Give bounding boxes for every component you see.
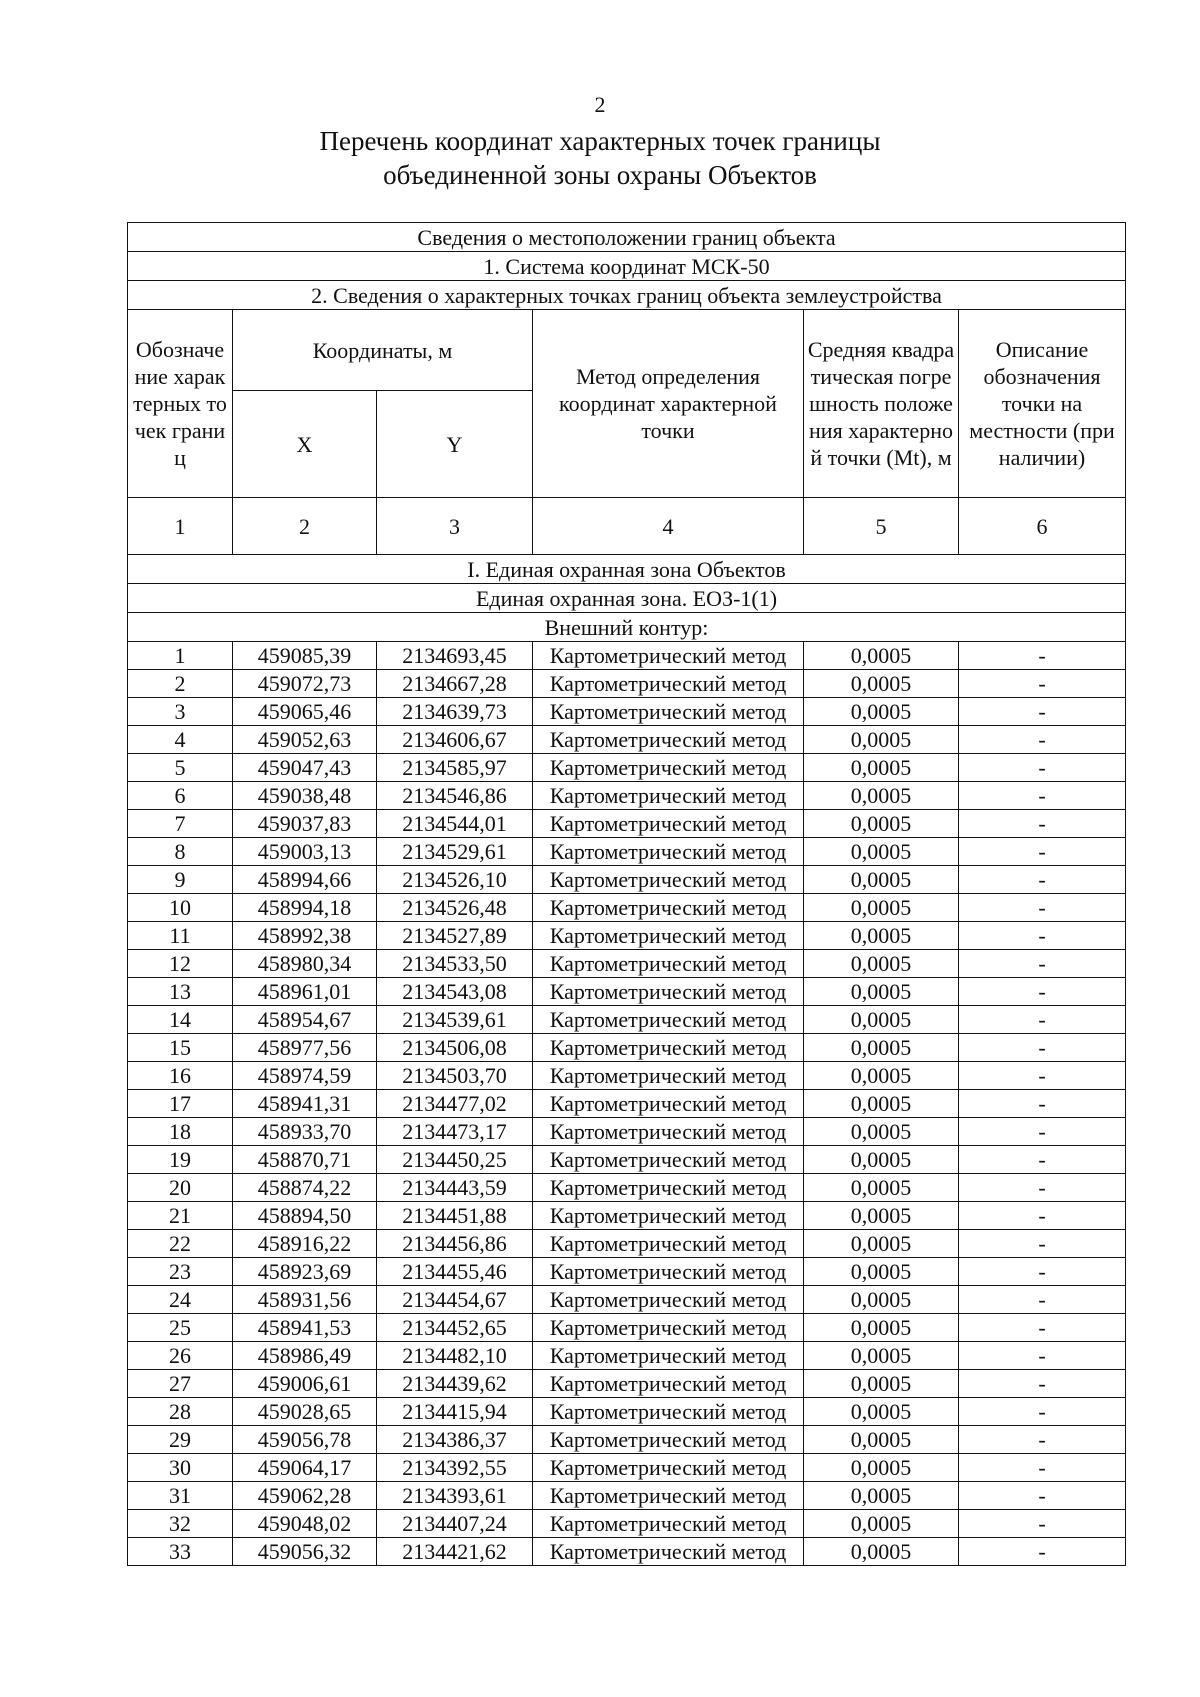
y-coord-cell: 2134415,94 — [377, 1398, 533, 1426]
method-cell: Картометрический метод — [533, 1426, 804, 1454]
error-cell: 0,0005 — [804, 1482, 959, 1510]
table-row — [128, 782, 1126, 810]
y-coord-cell: 2134606,67 — [377, 726, 533, 754]
error-cell: 0,0005 — [804, 1314, 959, 1342]
method-cell: Картометрический метод — [533, 782, 804, 810]
title-line-2: объединенной зоны охраны Объектов — [383, 160, 817, 190]
y-coord-cell: 2134450,25 — [377, 1146, 533, 1174]
method-cell: Картометрический метод — [533, 1286, 804, 1314]
method-cell: Картометрический метод — [533, 1202, 804, 1230]
table-row — [128, 1062, 1126, 1090]
point-number-cell: 4 — [128, 726, 233, 754]
table-row — [128, 922, 1126, 950]
y-coord-cell: 2134539,61 — [377, 1006, 533, 1034]
point-number-cell: 19 — [128, 1146, 233, 1174]
x-coord-cell: 458923,69 — [233, 1258, 377, 1286]
method-cell: Картометрический метод — [533, 1314, 804, 1342]
error-cell: 0,0005 — [804, 810, 959, 838]
method-cell: Картометрический метод — [533, 1454, 804, 1482]
method-cell: Картометрический метод — [533, 1538, 804, 1566]
x-coord-cell: 458994,66 — [233, 866, 377, 894]
error-cell: 0,0005 — [804, 1510, 959, 1538]
error-cell: 0,0005 — [804, 1286, 959, 1314]
description-cell: - — [959, 978, 1126, 1006]
error-cell: 0,0005 — [804, 1454, 959, 1482]
table-row — [128, 1034, 1126, 1062]
y-coord-cell: 2134639,73 — [377, 698, 533, 726]
y-coord-cell: 2134477,02 — [377, 1090, 533, 1118]
x-coord-cell: 459047,43 — [233, 754, 377, 782]
point-number-cell: 13 — [128, 978, 233, 1006]
description-cell: - — [959, 1398, 1126, 1426]
table-row — [128, 754, 1126, 782]
title-line-1: Перечень координат характерных точек границы — [319, 126, 881, 156]
point-number-cell: 23 — [128, 1258, 233, 1286]
points-info-cell: 2. Сведения о характерных точках границ объекта землеустройства — [128, 281, 1126, 310]
method-cell: Картометрический метод — [533, 838, 804, 866]
method-cell: Картометрический метод — [533, 950, 804, 978]
section-header-cell: Сведения о местоположении границ объекта — [128, 223, 1126, 252]
error-cell: 0,0005 — [804, 726, 959, 754]
y-coord-cell: 2134451,88 — [377, 1202, 533, 1230]
table-row — [128, 810, 1126, 838]
method-cell: Картометрический метод — [533, 1118, 804, 1146]
method-cell: Картометрический метод — [533, 1062, 804, 1090]
method-cell: Картометрический метод — [533, 866, 804, 894]
description-cell: - — [959, 838, 1126, 866]
point-number-cell: 14 — [128, 1006, 233, 1034]
col-number-6: 6 — [959, 498, 1126, 555]
zone-subtitle-cell: Единая охранная зона. ЕОЗ-1(1) — [128, 584, 1126, 613]
table-row — [128, 1258, 1126, 1286]
col-number-4: 4 — [533, 498, 804, 555]
y-coord-cell: 2134386,37 — [377, 1426, 533, 1454]
error-cell: 0,0005 — [804, 1062, 959, 1090]
description-cell: - — [959, 754, 1126, 782]
table-row — [128, 1342, 1126, 1370]
col-number-1: 1 — [128, 498, 233, 555]
error-cell: 0,0005 — [804, 1174, 959, 1202]
point-number-cell: 6 — [128, 782, 233, 810]
description-cell: - — [959, 1006, 1126, 1034]
table-row — [128, 978, 1126, 1006]
description-cell: - — [959, 1314, 1126, 1342]
description-cell: - — [959, 894, 1126, 922]
description-cell: - — [959, 866, 1126, 894]
x-coord-cell: 458916,22 — [233, 1230, 377, 1258]
table-row — [128, 1090, 1126, 1118]
coordinates-table — [127, 222, 1126, 1566]
table-row — [128, 1286, 1126, 1314]
description-cell: - — [959, 1090, 1126, 1118]
table-row — [128, 1510, 1126, 1538]
x-coord-cell: 459037,83 — [233, 810, 377, 838]
point-number-cell: 7 — [128, 810, 233, 838]
point-number-cell: 24 — [128, 1286, 233, 1314]
error-cell: 0,0005 — [804, 1538, 959, 1566]
description-cell: - — [959, 1062, 1126, 1090]
table-row — [128, 1482, 1126, 1510]
description-cell: - — [959, 1146, 1126, 1174]
table-row — [128, 1202, 1126, 1230]
x-coord-cell: 459064,17 — [233, 1454, 377, 1482]
y-coord-cell: 2134543,08 — [377, 978, 533, 1006]
col-number-3: 3 — [377, 498, 533, 555]
method-cell: Картометрический метод — [533, 754, 804, 782]
error-cell: 0,0005 — [804, 894, 959, 922]
y-coord-cell: 2134421,62 — [377, 1538, 533, 1566]
y-coord-cell: 2134439,62 — [377, 1370, 533, 1398]
method-cell: Картометрический метод — [533, 1510, 804, 1538]
table-body — [128, 642, 1126, 1566]
method-cell: Картометрический метод — [533, 1370, 804, 1398]
x-coord-cell: 459072,73 — [233, 670, 377, 698]
description-cell: - — [959, 950, 1126, 978]
table-row — [128, 1174, 1126, 1202]
description-cell: - — [959, 922, 1126, 950]
point-number-cell: 18 — [128, 1118, 233, 1146]
point-number-cell: 32 — [128, 1510, 233, 1538]
x-coord-cell: 459028,65 — [233, 1398, 377, 1426]
x-coord-cell: 458954,67 — [233, 1006, 377, 1034]
y-coord-cell: 2134506,08 — [377, 1034, 533, 1062]
error-cell: 0,0005 — [804, 642, 959, 670]
description-cell: - — [959, 1482, 1126, 1510]
x-coord-cell: 459052,63 — [233, 726, 377, 754]
table-row — [128, 698, 1126, 726]
col-x-header: X — [233, 391, 377, 498]
method-cell: Картометрический метод — [533, 1230, 804, 1258]
y-coord-cell: 2134393,61 — [377, 1482, 533, 1510]
coord-system-cell: 1. Система координат МСК-50 — [128, 252, 1126, 281]
point-number-cell: 16 — [128, 1062, 233, 1090]
point-number-cell: 8 — [128, 838, 233, 866]
method-cell: Картометрический метод — [533, 1258, 804, 1286]
description-cell: - — [959, 810, 1126, 838]
error-cell: 0,0005 — [804, 1006, 959, 1034]
description-cell: - — [959, 1202, 1126, 1230]
error-cell: 0,0005 — [804, 1230, 959, 1258]
description-cell: - — [959, 642, 1126, 670]
method-cell: Картометрический метод — [533, 1034, 804, 1062]
y-coord-cell: 2134407,24 — [377, 1510, 533, 1538]
method-cell: Картометрический метод — [533, 1090, 804, 1118]
x-coord-cell: 458977,56 — [233, 1034, 377, 1062]
table-row — [128, 1006, 1126, 1034]
zone-title-cell: I. Единая охранная зона Объектов — [128, 555, 1126, 584]
error-cell: 0,0005 — [804, 754, 959, 782]
method-cell: Картометрический метод — [533, 1482, 804, 1510]
point-number-cell: 27 — [128, 1370, 233, 1398]
method-cell: Картометрический метод — [533, 894, 804, 922]
table-row — [128, 1454, 1126, 1482]
x-coord-cell: 458894,50 — [233, 1202, 377, 1230]
x-coord-cell: 458961,01 — [233, 978, 377, 1006]
y-coord-cell: 2134533,50 — [377, 950, 533, 978]
description-cell: - — [959, 1370, 1126, 1398]
description-cell: - — [959, 670, 1126, 698]
error-cell: 0,0005 — [804, 950, 959, 978]
description-cell: - — [959, 1118, 1126, 1146]
point-number-cell: 3 — [128, 698, 233, 726]
table-row — [128, 1426, 1126, 1454]
method-cell: Картометрический метод — [533, 1342, 804, 1370]
col-point-header: Обозначение характерных точек границ — [128, 310, 233, 498]
y-coord-cell: 2134452,65 — [377, 1314, 533, 1342]
table-row — [128, 1398, 1126, 1426]
description-cell: - — [959, 1230, 1126, 1258]
y-coord-cell: 2134455,46 — [377, 1258, 533, 1286]
description-cell: - — [959, 1258, 1126, 1286]
y-coord-cell: 2134454,67 — [377, 1286, 533, 1314]
error-cell: 0,0005 — [804, 1090, 959, 1118]
error-cell: 0,0005 — [804, 1034, 959, 1062]
table-row — [128, 670, 1126, 698]
col-coords-header: Координаты, м — [233, 310, 533, 391]
error-cell: 0,0005 — [804, 838, 959, 866]
x-coord-cell: 459062,28 — [233, 1482, 377, 1510]
point-number-cell: 15 — [128, 1034, 233, 1062]
error-cell: 0,0005 — [804, 1370, 959, 1398]
error-cell: 0,0005 — [804, 922, 959, 950]
method-cell: Картометрический метод — [533, 1146, 804, 1174]
col-method-header: Метод определения координат характерной точки — [533, 310, 804, 498]
col-number-2: 2 — [233, 498, 377, 555]
x-coord-cell: 459056,32 — [233, 1538, 377, 1566]
point-number-cell: 10 — [128, 894, 233, 922]
y-coord-cell: 2134693,45 — [377, 642, 533, 670]
error-cell: 0,0005 — [804, 670, 959, 698]
point-number-cell: 5 — [128, 754, 233, 782]
x-coord-cell: 458874,22 — [233, 1174, 377, 1202]
table-row — [128, 1146, 1126, 1174]
y-coord-cell: 2134443,59 — [377, 1174, 533, 1202]
x-coord-cell: 459003,13 — [233, 838, 377, 866]
point-number-cell: 33 — [128, 1538, 233, 1566]
x-coord-cell: 458974,59 — [233, 1062, 377, 1090]
contour-cell: Внешний контур: — [128, 613, 1126, 642]
point-number-cell: 1 — [128, 642, 233, 670]
error-cell: 0,0005 — [804, 782, 959, 810]
method-cell: Картометрический метод — [533, 642, 804, 670]
table-row — [128, 838, 1126, 866]
point-number-cell: 28 — [128, 1398, 233, 1426]
y-coord-cell: 2134529,61 — [377, 838, 533, 866]
error-cell: 0,0005 — [804, 1202, 959, 1230]
y-coord-cell: 2134473,17 — [377, 1118, 533, 1146]
table-header — [128, 223, 1126, 642]
x-coord-cell: 458992,38 — [233, 922, 377, 950]
y-coord-cell: 2134667,28 — [377, 670, 533, 698]
table-row — [128, 866, 1126, 894]
description-cell: - — [959, 1510, 1126, 1538]
point-number-cell: 22 — [128, 1230, 233, 1258]
method-cell: Картометрический метод — [533, 810, 804, 838]
method-cell: Картометрический метод — [533, 1174, 804, 1202]
description-cell: - — [959, 1454, 1126, 1482]
point-number-cell: 11 — [128, 922, 233, 950]
point-number-cell: 20 — [128, 1174, 233, 1202]
y-coord-cell: 2134482,10 — [377, 1342, 533, 1370]
y-coord-cell: 2134392,55 — [377, 1454, 533, 1482]
y-coord-cell: 2134503,70 — [377, 1062, 533, 1090]
description-cell: - — [959, 1426, 1126, 1454]
description-cell: - — [959, 1342, 1126, 1370]
table-row — [128, 726, 1126, 754]
point-number-cell: 12 — [128, 950, 233, 978]
col-y-header: Y — [377, 391, 533, 498]
col-desc-header: Описание обозначения точки на местности (при наличии) — [959, 310, 1126, 498]
table-row — [128, 1230, 1126, 1258]
x-coord-cell: 458931,56 — [233, 1286, 377, 1314]
table-row — [128, 1370, 1126, 1398]
x-coord-cell: 458941,53 — [233, 1314, 377, 1342]
table-row — [128, 1118, 1126, 1146]
x-coord-cell: 458980,34 — [233, 950, 377, 978]
description-cell: - — [959, 782, 1126, 810]
description-cell: - — [959, 698, 1126, 726]
x-coord-cell: 458941,31 — [233, 1090, 377, 1118]
method-cell: Картометрический метод — [533, 670, 804, 698]
error-cell: 0,0005 — [804, 1398, 959, 1426]
x-coord-cell: 459085,39 — [233, 642, 377, 670]
method-cell: Картометрический метод — [533, 922, 804, 950]
col-error-header: Средняя квадратическая погрешность положения характерной точки (Mt), м — [804, 310, 959, 498]
x-coord-cell: 459048,02 — [233, 1510, 377, 1538]
y-coord-cell: 2134526,10 — [377, 866, 533, 894]
description-cell: - — [959, 1034, 1126, 1062]
page-number: 2 — [594, 92, 606, 117]
x-coord-cell: 458933,70 — [233, 1118, 377, 1146]
point-number-cell: 26 — [128, 1342, 233, 1370]
y-coord-cell: 2134544,01 — [377, 810, 533, 838]
method-cell: Картометрический метод — [533, 1006, 804, 1034]
error-cell: 0,0005 — [804, 978, 959, 1006]
point-number-cell: 17 — [128, 1090, 233, 1118]
y-coord-cell: 2134546,86 — [377, 782, 533, 810]
table-row — [128, 894, 1126, 922]
error-cell: 0,0005 — [804, 1118, 959, 1146]
method-cell: Картометрический метод — [533, 1398, 804, 1426]
error-cell: 0,0005 — [804, 1426, 959, 1454]
description-cell: - — [959, 1286, 1126, 1314]
error-cell: 0,0005 — [804, 1258, 959, 1286]
point-number-cell: 2 — [128, 670, 233, 698]
error-cell: 0,0005 — [804, 866, 959, 894]
description-cell: - — [959, 1538, 1126, 1566]
y-coord-cell: 2134527,89 — [377, 922, 533, 950]
table-row — [128, 1538, 1126, 1566]
error-cell: 0,0005 — [804, 698, 959, 726]
description-cell: - — [959, 1174, 1126, 1202]
point-number-cell: 9 — [128, 866, 233, 894]
method-cell: Картометрический метод — [533, 698, 804, 726]
y-coord-cell: 2134456,86 — [377, 1230, 533, 1258]
point-number-cell: 31 — [128, 1482, 233, 1510]
table-row — [128, 642, 1126, 670]
x-coord-cell: 459006,61 — [233, 1370, 377, 1398]
method-cell: Картометрический метод — [533, 726, 804, 754]
y-coord-cell: 2134585,97 — [377, 754, 533, 782]
x-coord-cell: 458994,18 — [233, 894, 377, 922]
table-row — [128, 950, 1126, 978]
description-cell: - — [959, 726, 1126, 754]
x-coord-cell: 458870,71 — [233, 1146, 377, 1174]
method-cell: Картометрический метод — [533, 978, 804, 1006]
col-number-5: 5 — [804, 498, 959, 555]
x-coord-cell: 459065,46 — [233, 698, 377, 726]
document-title — [0, 124, 1200, 192]
point-number-cell: 21 — [128, 1202, 233, 1230]
point-number-cell: 30 — [128, 1454, 233, 1482]
error-cell: 0,0005 — [804, 1146, 959, 1174]
table-row — [128, 1314, 1126, 1342]
x-coord-cell: 458986,49 — [233, 1342, 377, 1370]
x-coord-cell: 459056,78 — [233, 1426, 377, 1454]
y-coord-cell: 2134526,48 — [377, 894, 533, 922]
point-number-cell: 29 — [128, 1426, 233, 1454]
x-coord-cell: 459038,48 — [233, 782, 377, 810]
error-cell: 0,0005 — [804, 1342, 959, 1370]
point-number-cell: 25 — [128, 1314, 233, 1342]
